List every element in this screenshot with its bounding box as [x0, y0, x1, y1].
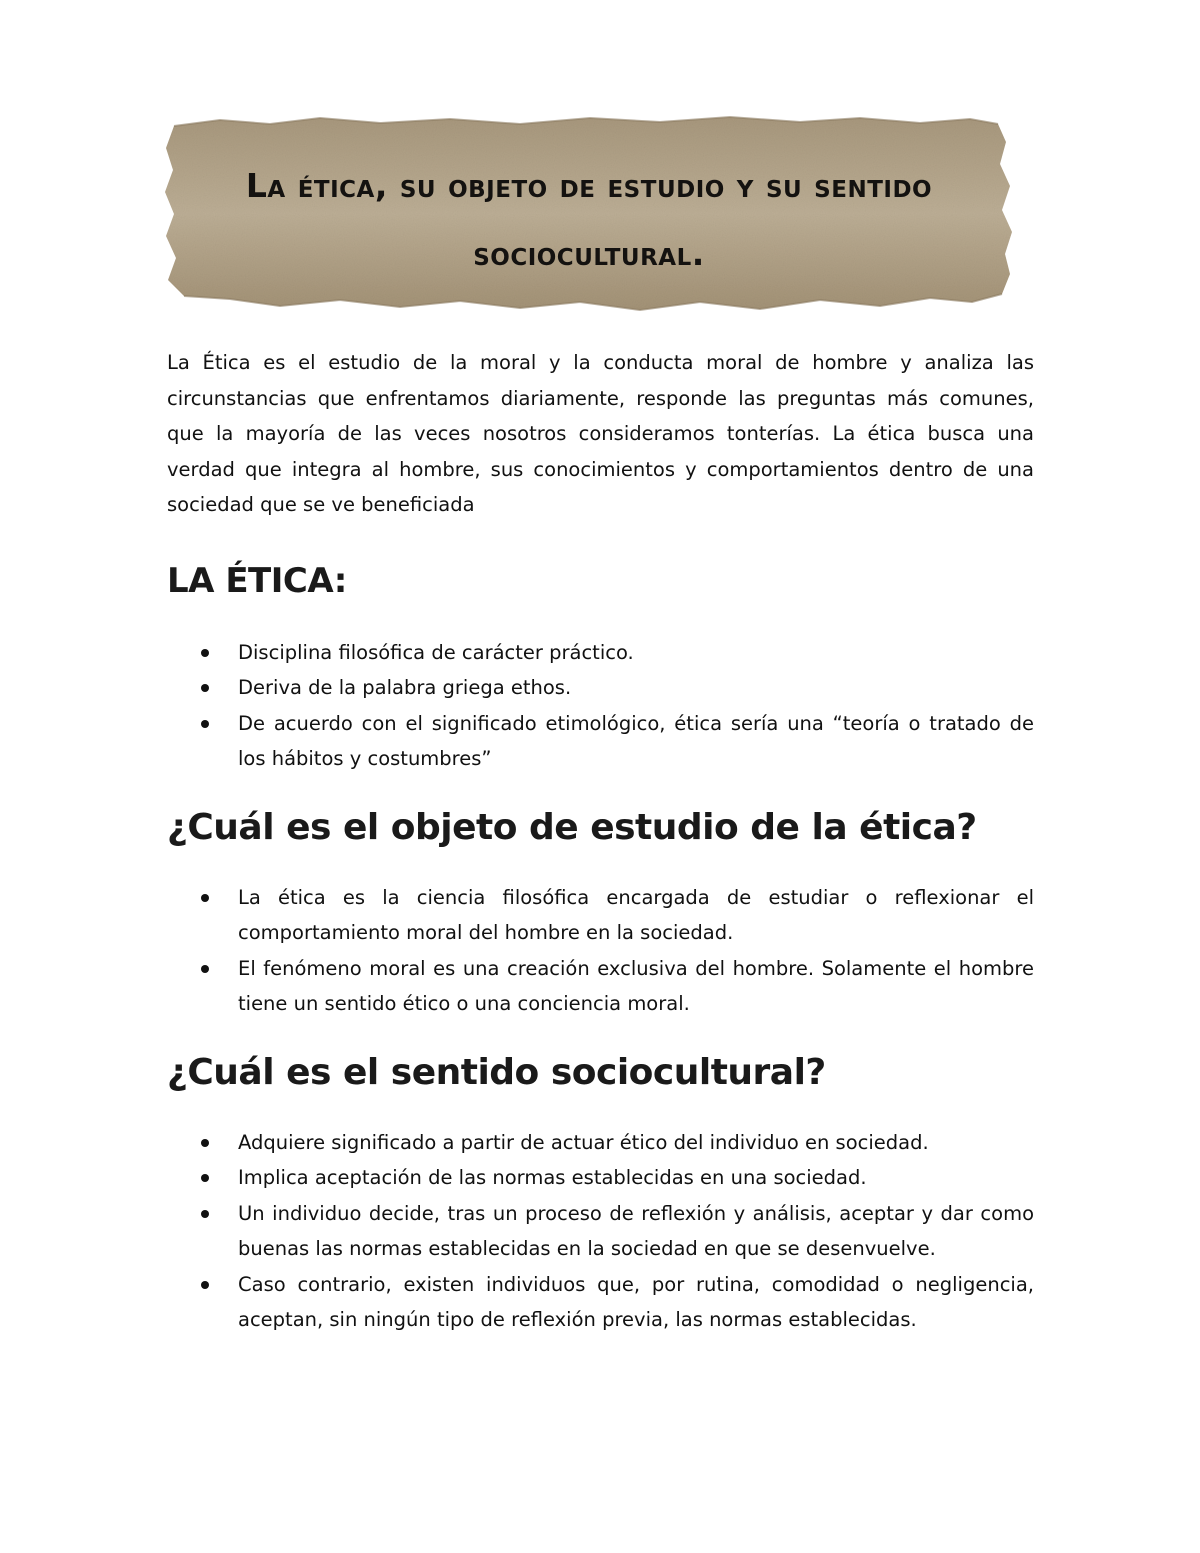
- list-item: [167, 951, 1034, 1022]
- bullet-icon: [201, 1210, 209, 1218]
- list-item: [167, 880, 1034, 951]
- list-item: [167, 1196, 1034, 1267]
- heading-sentido-sociocultural: ¿Cuál es el sentido sociocultural?: [167, 1051, 826, 1093]
- bullet-icon: [201, 1174, 209, 1182]
- bullet-icon: [201, 1139, 209, 1147]
- bullet-icon: [201, 894, 209, 902]
- document-body: [167, 345, 1034, 1338]
- list-item-text: De acuerdo con el significado etimológico, ética sería una “teoría o tratado de los hábitos y costumbres”: [238, 711, 1034, 770]
- list-item: [167, 706, 1034, 777]
- list-item-text: Disciplina filosófica de carácter práctico.: [238, 640, 634, 664]
- page-title: La ética, su objeto de estudio y su sentido sociocultural.: [245, 166, 933, 273]
- bullet-icon: [201, 684, 209, 692]
- bullet-icon: [201, 965, 209, 973]
- list-item: [167, 1125, 1034, 1161]
- torn-paper-banner: [160, 112, 1018, 317]
- list-item: [167, 1160, 1034, 1196]
- list-item-text: Adquiere significado a partir de actuar ético del individuo en sociedad.: [238, 1130, 929, 1154]
- list-item-text: Implica aceptación de las normas establecidas en una sociedad.: [238, 1166, 867, 1189]
- list-item: [167, 1267, 1034, 1338]
- bullet-icon: [201, 720, 209, 728]
- list-objeto-estudio: [167, 880, 1034, 1022]
- intro-paragraph: La Ética es el estudio de la moral y la conducta moral de hombre y analiza las circunstancias que enfrentamos diariamente, responde las preguntas más comunes, que la mayoría de las veces nosotros consideramos tonterías. La ética busca una verdad que integra al hombre, sus conocimientos y comportamientos dentro de una sociedad que se ve beneficiada: [167, 351, 1034, 516]
- list-la-etica: [167, 635, 1034, 777]
- bullet-icon: [201, 649, 209, 657]
- list-item-text: El fenómeno moral es una creación exclusiva del hombre. Solamente el hombre tiene un sentido ético o una conciencia moral.: [238, 956, 1034, 1015]
- list-item-text: Caso contrario, existen individuos que, por rutina, comodidad o negligencia, aceptan, sin ningún tipo de reflexión previa, las normas establecidas.: [238, 1272, 1034, 1331]
- list-item: [167, 635, 1034, 671]
- list-item: [167, 670, 1034, 706]
- heading-la-etica: LA ÉTICA:: [167, 560, 347, 601]
- list-item-text: Deriva de la palabra griega ethos.: [238, 676, 572, 699]
- list-item-text: La ética es la ciencia filosófica encargada de estudiar o reflexionar el comportamiento moral del hombre en la sociedad.: [238, 885, 1034, 944]
- bullet-icon: [201, 1281, 209, 1289]
- list-item-text: Un individuo decide, tras un proceso de reflexión y análisis, aceptar y dar como buenas las normas establecidas en la sociedad en que se desenvuelve.: [238, 1201, 1034, 1260]
- list-sentido-sociocultural: [167, 1125, 1034, 1338]
- heading-objeto-estudio: ¿Cuál es el objeto de estudio de la ética?: [167, 806, 977, 848]
